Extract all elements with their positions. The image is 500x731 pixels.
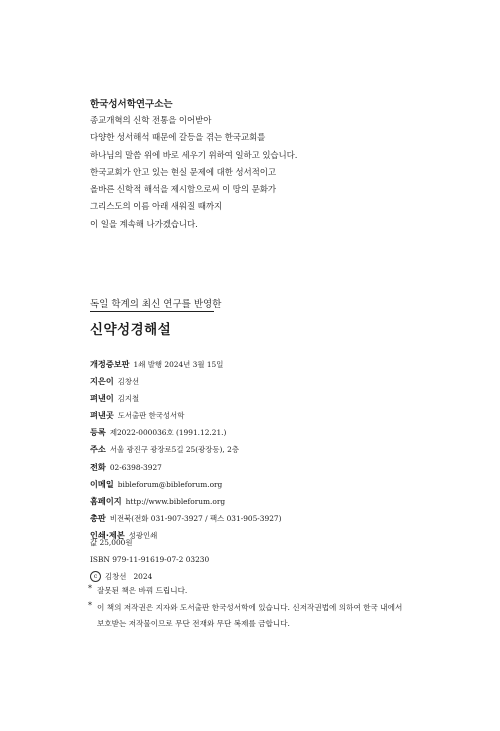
bullet-icon: * (88, 584, 92, 593)
book-series-subtitle: 독일 학계의 최신 연구를 반영한 (90, 299, 222, 310)
copyright-author: 김창선 (105, 571, 127, 581)
imprint-block (90, 356, 450, 544)
imprint-value: 김창선 (117, 377, 140, 387)
imprint-label: 이메일 (90, 478, 114, 489)
isbn: ISBN 979-11-91619-07-2 03230 (90, 554, 210, 564)
imprint-label: 지은이 (90, 376, 114, 387)
imprint-value: http://www.bibleforum.org (125, 496, 226, 506)
imprint-value: 1쇄 발행 2024년 3월 15일 (133, 360, 224, 369)
mission-line: 하나님의 말씀 위에 바로 세우기 위하여 일하고 있습니다. (90, 150, 298, 161)
mission-line: 이 일을 계속해 나가겠습니다. (90, 219, 198, 230)
notice-block (88, 583, 458, 633)
imprint-value: bibleforum@bibleforum.org (117, 479, 223, 489)
mission-line: 종교개혁의 신학 전통을 이어받아 (90, 116, 212, 126)
imprint-value: 비전북(전화 031-907-3927 / 팩스 031-905-3927) (109, 513, 282, 523)
notice-text: 이 책의 저작권은 지자와 도서출판 한국성서학에 있습니다. 신저작권법에 의하여 한국 내에서 (97, 602, 403, 612)
imprint-label: 등록 (90, 427, 106, 438)
notice-item (88, 583, 458, 600)
imprint-row-registration (90, 424, 450, 441)
imprint-row-publisher (90, 390, 450, 407)
notice-text: 보호받는 저작물이므로 무단 전재와 무단 복제를 금합니다. (97, 619, 290, 629)
imprint-label: 주소 (90, 444, 106, 455)
imprint-label: 인쇄·제본 (90, 529, 125, 540)
price: 값 25,000원 (90, 538, 133, 547)
imprint-value: 02-6398-3927 (109, 462, 162, 472)
imprint-row-address (90, 441, 450, 458)
notice-item-continuation (88, 616, 458, 633)
mission-line: 그리스도의 이름 아래 새워질 때까지 (90, 202, 223, 213)
imprint-label: 펴낸이 (90, 393, 114, 404)
title-divider (90, 311, 214, 312)
notice-text: 잘못된 책은 바꿔 드립니다. (97, 586, 188, 595)
notice-item (88, 600, 458, 617)
imprint-row-homepage (90, 493, 450, 510)
imprint-value: 도서출판 한국성서학 (117, 411, 185, 421)
imprint-value: 성광인쇄 (128, 530, 158, 540)
imprint-row-author (90, 373, 450, 390)
mission-line: 다양한 성서해석 때문에 갈등을 겪는 한국교회를 (90, 133, 266, 144)
imprint-label: 홈페이지 (90, 495, 122, 506)
imprint-label: 펴낸곳 (90, 410, 114, 421)
imprint-row-distributor (90, 510, 450, 527)
imprint-value: 제2022-000036호 (1991.12.21.) (109, 428, 227, 438)
imprint-label: 전화 (90, 461, 106, 472)
mission-org-name: 한국성서학연구소는 (90, 99, 173, 110)
imprint-value: 서울 광진구 광장로5길 25(광장동), 2층 (109, 445, 239, 455)
imprint-label: 개정증보판 (90, 359, 130, 369)
imprint-value: 김지철 (117, 394, 140, 404)
mission-line: 올바른 신학적 해석을 제시함으로써 이 땅의 문화가 (90, 185, 276, 196)
imprint-row-edition (90, 356, 450, 373)
imprint-row-email (90, 476, 450, 493)
book-title: 신약성경해설 (90, 322, 172, 338)
price-isbn-block (90, 535, 209, 585)
copyright-year: 2024 (133, 571, 153, 581)
imprint-label: 총판 (90, 512, 106, 523)
mission-line: 한국교회가 안고 있는 현실 문제에 대한 성서적이고 (90, 167, 276, 178)
imprint-row-publishing-house (90, 407, 450, 424)
mission-statement (90, 96, 420, 234)
imprint-row-phone (90, 459, 450, 476)
copyright-icon: c (90, 571, 101, 582)
bullet-icon: * (88, 600, 92, 610)
